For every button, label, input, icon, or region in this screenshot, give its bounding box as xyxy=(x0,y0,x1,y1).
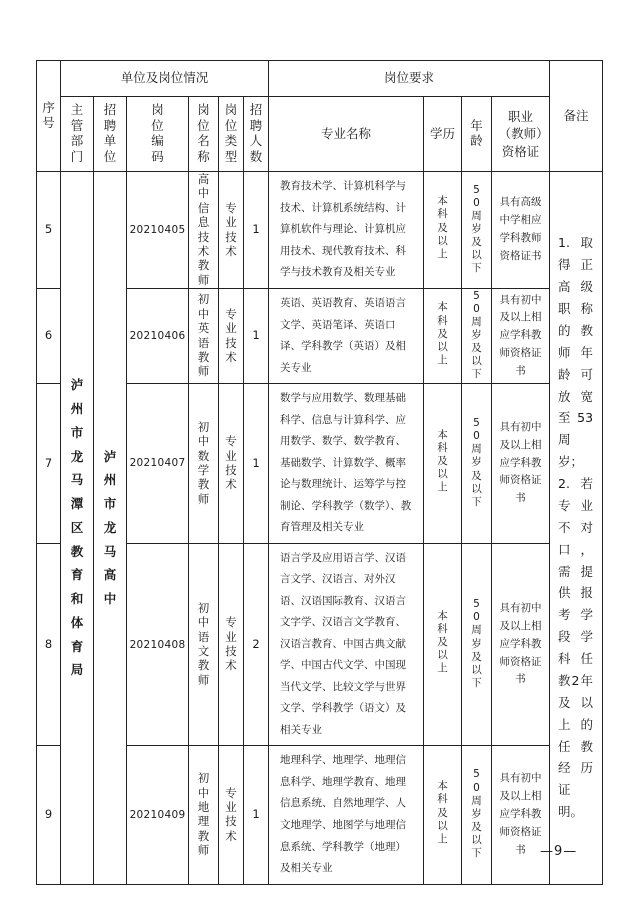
post-code: 20210409 xyxy=(127,746,189,884)
recruitment-table xyxy=(36,60,603,885)
age-limit: 50周岁及以下 xyxy=(462,172,492,289)
post-type: 专业技术 xyxy=(219,746,244,884)
header-remarks: 备注 xyxy=(550,61,603,172)
header-requirement-group: 岗位要求 xyxy=(269,61,550,97)
row-seq: 9 xyxy=(37,746,61,884)
remark-item: 2. 若专业不对口，需提供报考学段学科任教2年及以上的任教经历证明。 xyxy=(558,476,594,820)
header-row-sub xyxy=(37,97,603,172)
post-code: 20210408 xyxy=(127,543,189,746)
major-list: 语言学及应用语言学、汉语言文学、汉语言、对外汉语、汉语国际教育、汉语言文字学、汉语言文学教育、汉语言教育、中国古典文献学、中国古代文学、中国现当代文学、比较文学与世界文学、学科教学（语文）及相关专业 xyxy=(269,543,424,746)
header-unit-group: 单位及岗位情况 xyxy=(61,61,269,97)
post-code: 20210407 xyxy=(127,384,189,544)
education: 本科及以上 xyxy=(424,172,462,289)
post-name: 初中地理教师 xyxy=(189,746,219,884)
post-name: 初中英语教师 xyxy=(189,289,219,384)
post-type: 专业技术 xyxy=(219,543,244,746)
hire-count: 1 xyxy=(244,289,269,384)
major-list: 数学与应用数学、数理基础科学、信息与计算科学、应用数学、数学、数学教育、基础数学、计算数学、概率论与数理统计、运筹学与控制论、学科教学（数学）、教育管理及相关专业 xyxy=(269,384,424,544)
department-cell: 泸州市龙马潭区教育和体育局 xyxy=(61,172,94,885)
hire-count: 1 xyxy=(244,384,269,544)
header-major: 专业名称 xyxy=(269,97,424,172)
education: 本科及以上 xyxy=(424,543,462,746)
qualification: 具有初中及以上相应学科教师资格证书 xyxy=(492,384,550,544)
header-education: 学历 xyxy=(424,97,462,172)
header-seq: 序号 xyxy=(37,61,61,172)
header-hire-count: 招聘人数 xyxy=(244,97,269,172)
major-list: 地理科学、地理学、地理信息科学、地理学教育、地理信息系统、自然地理学、人文地理学、地图学与地理信息系统、学科教学（地理）及相关专业 xyxy=(269,746,424,884)
age-limit: 50周岁及以下 xyxy=(462,384,492,544)
major-list: 教育技术学、计算机科学与技术、计算机系统结构、计算机软件与理论、计算机应用技术、现代教育技术、科学与技术教育及相关专业 xyxy=(269,172,424,289)
post-name: 高中信息技术教师 xyxy=(189,172,219,289)
post-type: 专业技术 xyxy=(219,384,244,544)
remark-item: 1. 取得正高级职称的教师年龄可放宽至53周岁； xyxy=(558,235,594,470)
row-seq: 8 xyxy=(37,543,61,746)
hire-count: 1 xyxy=(244,172,269,289)
header-age: 年龄 xyxy=(462,97,492,172)
education: 本科及以上 xyxy=(424,746,462,884)
education: 本科及以上 xyxy=(424,289,462,384)
age-limit: 50周岁及以下 xyxy=(462,289,492,384)
post-name: 初中语文教师 xyxy=(189,543,219,746)
post-code: 20210406 xyxy=(127,289,189,384)
education: 本科及以上 xyxy=(424,384,462,544)
row-seq: 5 xyxy=(37,172,61,289)
qualification: 具有初中及以上相应学科教师资格证书 xyxy=(492,289,550,384)
page-number: —9— xyxy=(540,844,578,859)
post-type: 专业技术 xyxy=(219,172,244,289)
post-type: 专业技术 xyxy=(219,289,244,384)
header-post-type: 岗位类型 xyxy=(219,97,244,172)
header-employer: 招聘单位 xyxy=(94,97,127,172)
row-seq: 6 xyxy=(37,289,61,384)
post-code: 20210405 xyxy=(127,172,189,289)
employer-cell: 泸州市龙马高中 xyxy=(94,172,127,885)
table-row xyxy=(37,172,603,289)
header-post-code: 岗位编码 xyxy=(127,97,189,172)
major-list: 英语、英语教育、英语语言文学、英语笔译、英语口译、学科教学（英语）及相关专业 xyxy=(269,289,424,384)
qualification: 具有初中及以上相应学科教师资格证书 xyxy=(492,746,550,884)
row-seq: 7 xyxy=(37,384,61,544)
header-department: 主管部门 xyxy=(61,97,94,172)
qualification: 具有初中及以上相应学科教师资格证书 xyxy=(492,543,550,746)
hire-count: 1 xyxy=(244,746,269,884)
age-limit: 50周岁及以下 xyxy=(462,543,492,746)
post-name: 初中数学教师 xyxy=(189,384,219,544)
header-qualification: 职业（教师）资格证 xyxy=(492,97,550,172)
qualification: 具有高级中学相应学科教师资格证书 xyxy=(492,172,550,289)
hire-count: 2 xyxy=(244,543,269,746)
header-post-name: 岗位名称 xyxy=(189,97,219,172)
age-limit: 50周岁及以下 xyxy=(462,746,492,884)
header-row-top xyxy=(37,61,603,97)
remarks-cell xyxy=(550,172,603,885)
